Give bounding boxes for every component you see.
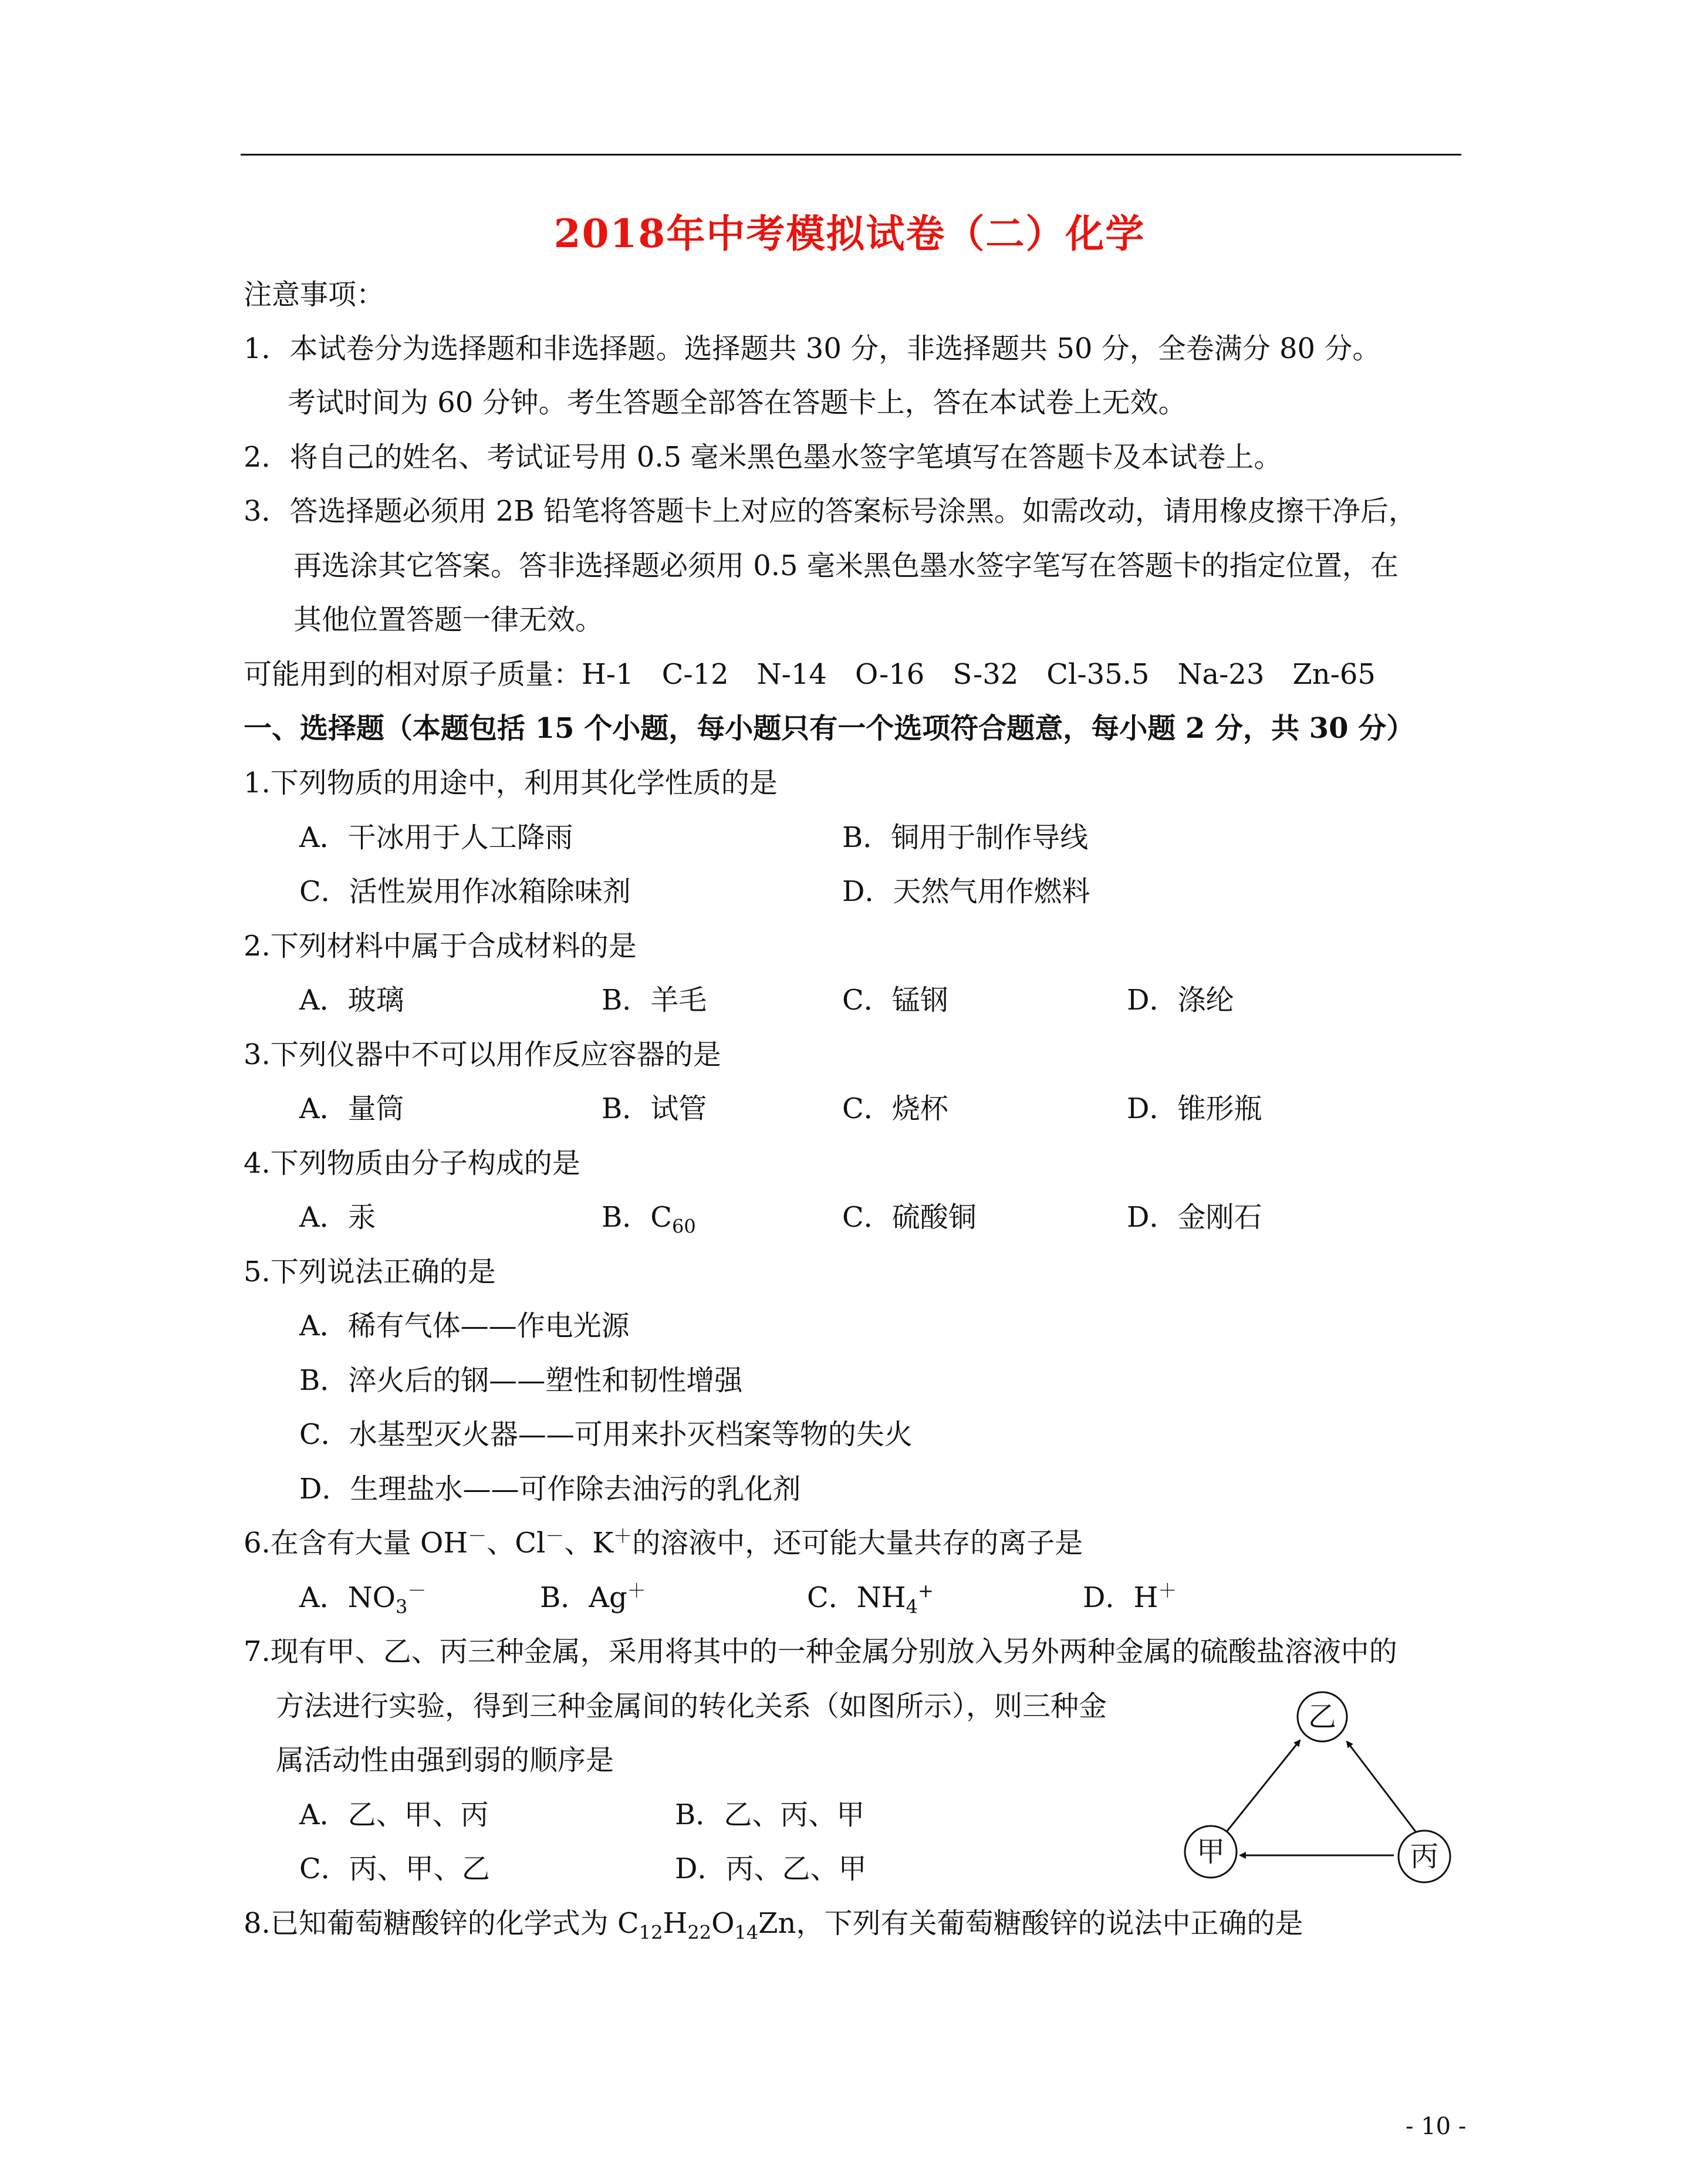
q3-stem: 3.下列仪器中不可以用作反应容器的是 bbox=[244, 1038, 721, 1071]
atomic-masses: 可能用到的相对原子质量：H-1 C-12 N-14 O-16 S-32 Cl-35.5 Na-23 Zn-65 bbox=[244, 658, 1376, 691]
header-rule bbox=[241, 154, 1461, 156]
node-yi-label: 乙 bbox=[1308, 1700, 1337, 1733]
q4-option-d: D．金刚石 bbox=[1127, 1201, 1262, 1234]
note-item-3-cont2: 其他位置答题一律无效。 bbox=[293, 603, 604, 636]
q6-option-a: A．$NO_3^-$ bbox=[299, 1579, 427, 1618]
q3-option-b: B．试管 bbox=[602, 1092, 707, 1125]
q2-stem: 2.下列材料中属于合成材料的是 bbox=[244, 930, 637, 963]
q5-option-d: D．生理盐水——可作除去油污的乳化剂 bbox=[299, 1473, 801, 1505]
q2-option-c: C．锰钢 bbox=[842, 984, 948, 1017]
node-bing-label: 丙 bbox=[1410, 1840, 1439, 1873]
notes-heading: 注意事项： bbox=[244, 278, 385, 311]
q2-option-a: A．玻璃 bbox=[299, 984, 404, 1017]
q3-option-a: A．量筒 bbox=[299, 1092, 404, 1125]
q1-option-c: C．活性炭用作冰箱除味剂 bbox=[299, 875, 631, 908]
q6-option-d: D．H＋ bbox=[1083, 1579, 1177, 1614]
q6-option-b: B．Ag＋ bbox=[540, 1579, 646, 1614]
q1-stem: 1.下列物质的用途中，利用其化学性质的是 bbox=[244, 767, 778, 799]
q4-option-b: B．$C_{60}$ bbox=[602, 1201, 696, 1238]
q1-option-d: D．天然气用作燃料 bbox=[842, 875, 1090, 908]
q5-stem: 5.下列说法正确的是 bbox=[244, 1255, 496, 1288]
q5-option-c: C．水基型灭火器——可用来扑灭档案等物的失火 bbox=[299, 1418, 913, 1451]
q5-option-b: B．淬火后的钢——塑性和韧性增强 bbox=[299, 1364, 743, 1397]
q4-stem: 4.下列物质由分子构成的是 bbox=[244, 1147, 580, 1180]
q3-option-c: C．烧杯 bbox=[842, 1092, 948, 1125]
q8-stem: 8.已知葡萄糖酸锌的化学式为 $C_{12}H_{22}O_{14}Zn$，下列有关葡萄糖酸锌的说法中正确的是 bbox=[244, 1907, 1303, 1944]
arrow-bing-to-yi bbox=[1347, 1741, 1418, 1835]
note-item-3: 3．答选择题必须用 2B 铅笔将答题卡上对应的答案标号涂黑。如需改动，请用橡皮擦干净后， bbox=[244, 495, 1417, 528]
arrow-jia-to-yi bbox=[1224, 1740, 1300, 1835]
q2-option-d: D．涤纶 bbox=[1127, 984, 1234, 1017]
q7-option-d: D．丙、乙、甲 bbox=[675, 1852, 867, 1885]
q4-option-a: A．汞 bbox=[299, 1201, 376, 1234]
q4-option-c: C．硫酸铜 bbox=[842, 1201, 977, 1234]
section-heading: 一、选择题（本题包括 15 个小题，每小题只有一个选项符合题意，每小题 2 分，共 30 分） bbox=[244, 712, 1415, 745]
q2-option-b: B．羊毛 bbox=[602, 984, 707, 1017]
note-item-3-cont: 再选涂其它答案。答非选择题必须用 0.5 毫米黑色墨水签字笔写在答题卡的指定位置，在 bbox=[293, 549, 1399, 582]
q7-stem-line3: 属活动性由强到弱的顺序是 bbox=[276, 1744, 614, 1777]
q3-option-d: D．锥形瓶 bbox=[1127, 1092, 1262, 1125]
q7-option-a: A．乙、甲、丙 bbox=[299, 1798, 489, 1831]
page-title: 2018年中考模拟试卷（二）化学 bbox=[553, 211, 1146, 256]
q7-stem-line1: 7.现有甲、乙、丙三种金属，采用将其中的一种金属分别放入另外两种金属的硫酸盐溶液中的 bbox=[244, 1635, 1397, 1668]
node-jia-label: 甲 bbox=[1196, 1835, 1225, 1868]
q7-option-b: B．乙、丙、甲 bbox=[675, 1798, 865, 1831]
q6-option-c: C．$NH_4^+$ bbox=[807, 1579, 934, 1618]
q1-option-a: A．干冰用于人工降雨 bbox=[299, 821, 573, 854]
q5-option-a: A．稀有气体——作电光源 bbox=[299, 1309, 630, 1342]
q6-stem: 6.在含有大量 OH－、Cl－、K＋的溶液中，还可能大量共存的离子是 bbox=[244, 1525, 1083, 1559]
metal-conversion-diagram bbox=[1171, 1676, 1464, 1887]
q1-option-b: B．铜用于制作导线 bbox=[842, 821, 1089, 854]
q7-option-c: C．丙、甲、乙 bbox=[299, 1852, 490, 1885]
note-item-2: 2．将自己的姓名、考试证号用 0.5 毫米黑色墨水签字笔填写在答题卡及本试卷上。 bbox=[244, 441, 1282, 474]
note-item-1: 1．本试卷分为选择题和非选择题。选择题共 30 分，非选择题共 50 分，全卷满分 80 分。 bbox=[244, 332, 1381, 365]
page-number: - 10 - bbox=[1406, 2113, 1467, 2140]
q7-stem-line2: 方法进行实验，得到三种金属间的转化关系（如图所示），则三种金 bbox=[276, 1690, 1107, 1723]
note-item-1-cont: 考试时间为 60 分钟。考生答题全部答在答题卡上，答在本试卷上无效。 bbox=[288, 386, 1187, 419]
